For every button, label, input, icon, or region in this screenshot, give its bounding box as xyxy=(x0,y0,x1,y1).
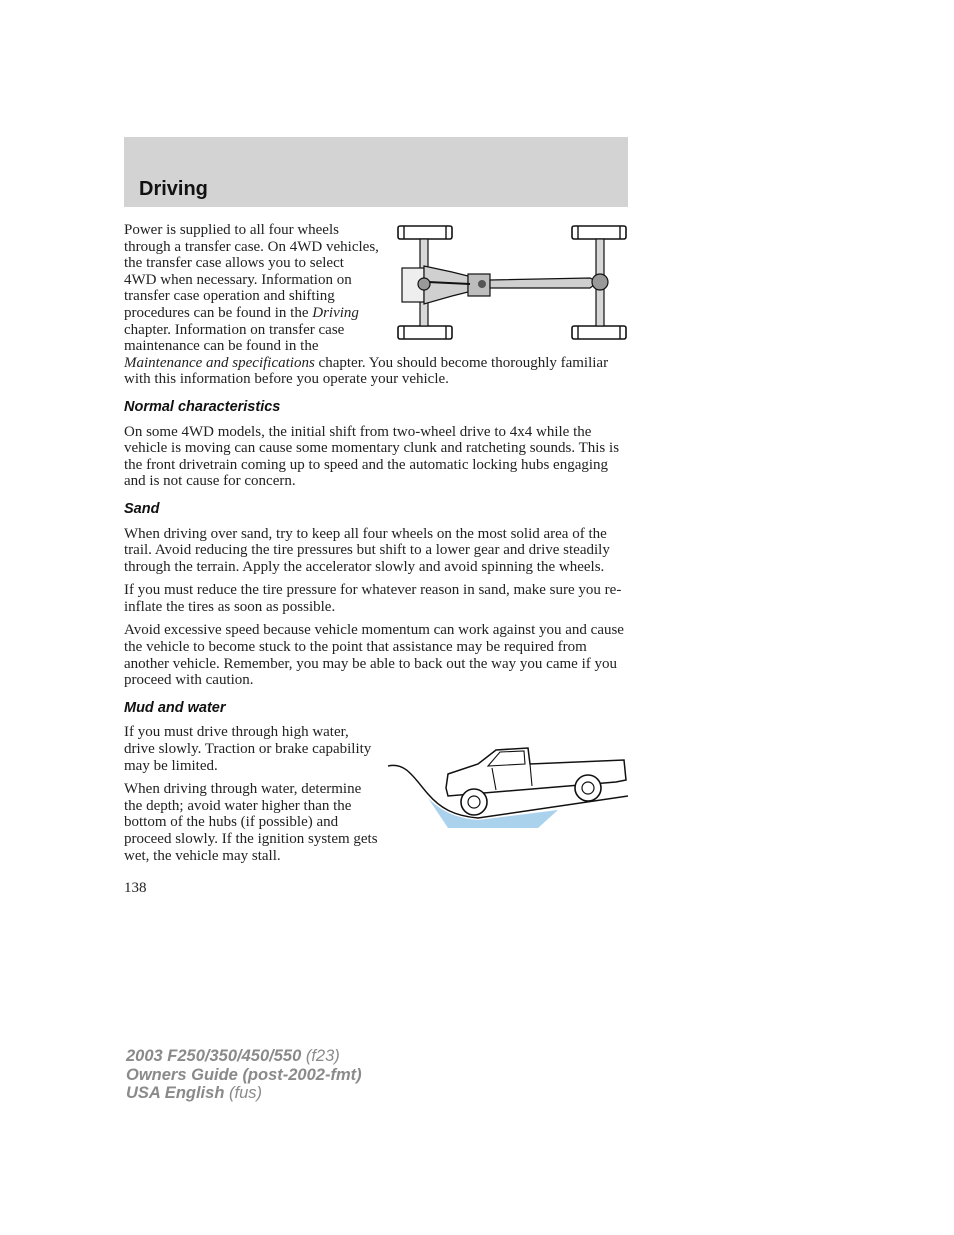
page-content xyxy=(124,222,628,897)
driving-chapter-reference: Driving xyxy=(312,304,359,321)
footer-language-line: USA English (fus) xyxy=(126,1084,262,1102)
mud-and-water-paragraph-2: When driving through water, determine the depth; avoid water higher than the bottom of the hubs (if possible) and proceed slowly. If the ignition system gets wet, the vehicle may stall. xyxy=(124,781,378,864)
mud-and-water-heading: Mud and water xyxy=(124,699,226,716)
sand-paragraph-3: Avoid excessive speed because vehicle momentum can work against you and cause the vehicle to become stuck to the point that assistance may be required from another vehicle. Remember, you may be able to back out the way you came if you proceed with caution. xyxy=(124,622,624,689)
document-footer xyxy=(126,1047,362,1103)
normal-characteristics-paragraph: On some 4WD models, the initial shift from two-wheel drive to 4x4 while the vehicle is moving can cause some momentary clunk and ratcheting sounds. This is the front drivetrain coming up to speed and the automatic locking hubs engaging and is not cause for concern. xyxy=(124,423,620,490)
intro-paragraph: Power is supplied to all four wheels through a transfer case. On 4WD vehicles, the transfer case allows you to select 4WD when necessary. Information on transfer case operation and shifting procedures can be found in the Driving chapter. Information on transfer case maintenance can be found in the Maintenance and specifications chapter. You should become thoroughly familiar with this information before you operate your vehicle. xyxy=(124,222,609,388)
footer-guide-line: Owners Guide (post-2002-fmt) xyxy=(126,1065,362,1084)
footer-model-line: 2003 F250/350/450/550 (f23) xyxy=(126,1047,340,1065)
sand-paragraph-1: When driving over sand, try to keep all four wheels on the most solid area of the trail. Avoid reducing the tire pressures but shift to a lower gear and drive steadily through the terrain. Apply the accelerator slowly and avoid spinning the wheels. xyxy=(124,525,610,575)
section-title: Driving xyxy=(139,178,208,200)
sand-paragraph-2: If you must reduce the tire pressure for whatever reason in sand, make sure you re-inflate the tires as soon as possible. xyxy=(124,582,622,615)
maintenance-chapter-reference: Maintenance and specifications xyxy=(124,354,315,371)
page-number: 138 xyxy=(124,880,147,897)
normal-characteristics-heading: Normal characteristics xyxy=(124,398,281,415)
mud-and-water-paragraph-1: If you must drive through high water, drive slowly. Traction or brake capability may be limited. xyxy=(124,724,372,774)
sand-heading: Sand xyxy=(124,500,160,517)
section-header xyxy=(124,137,628,207)
truck-in-water-illustration xyxy=(388,738,628,836)
4wd-drivetrain-illustration xyxy=(392,222,628,344)
